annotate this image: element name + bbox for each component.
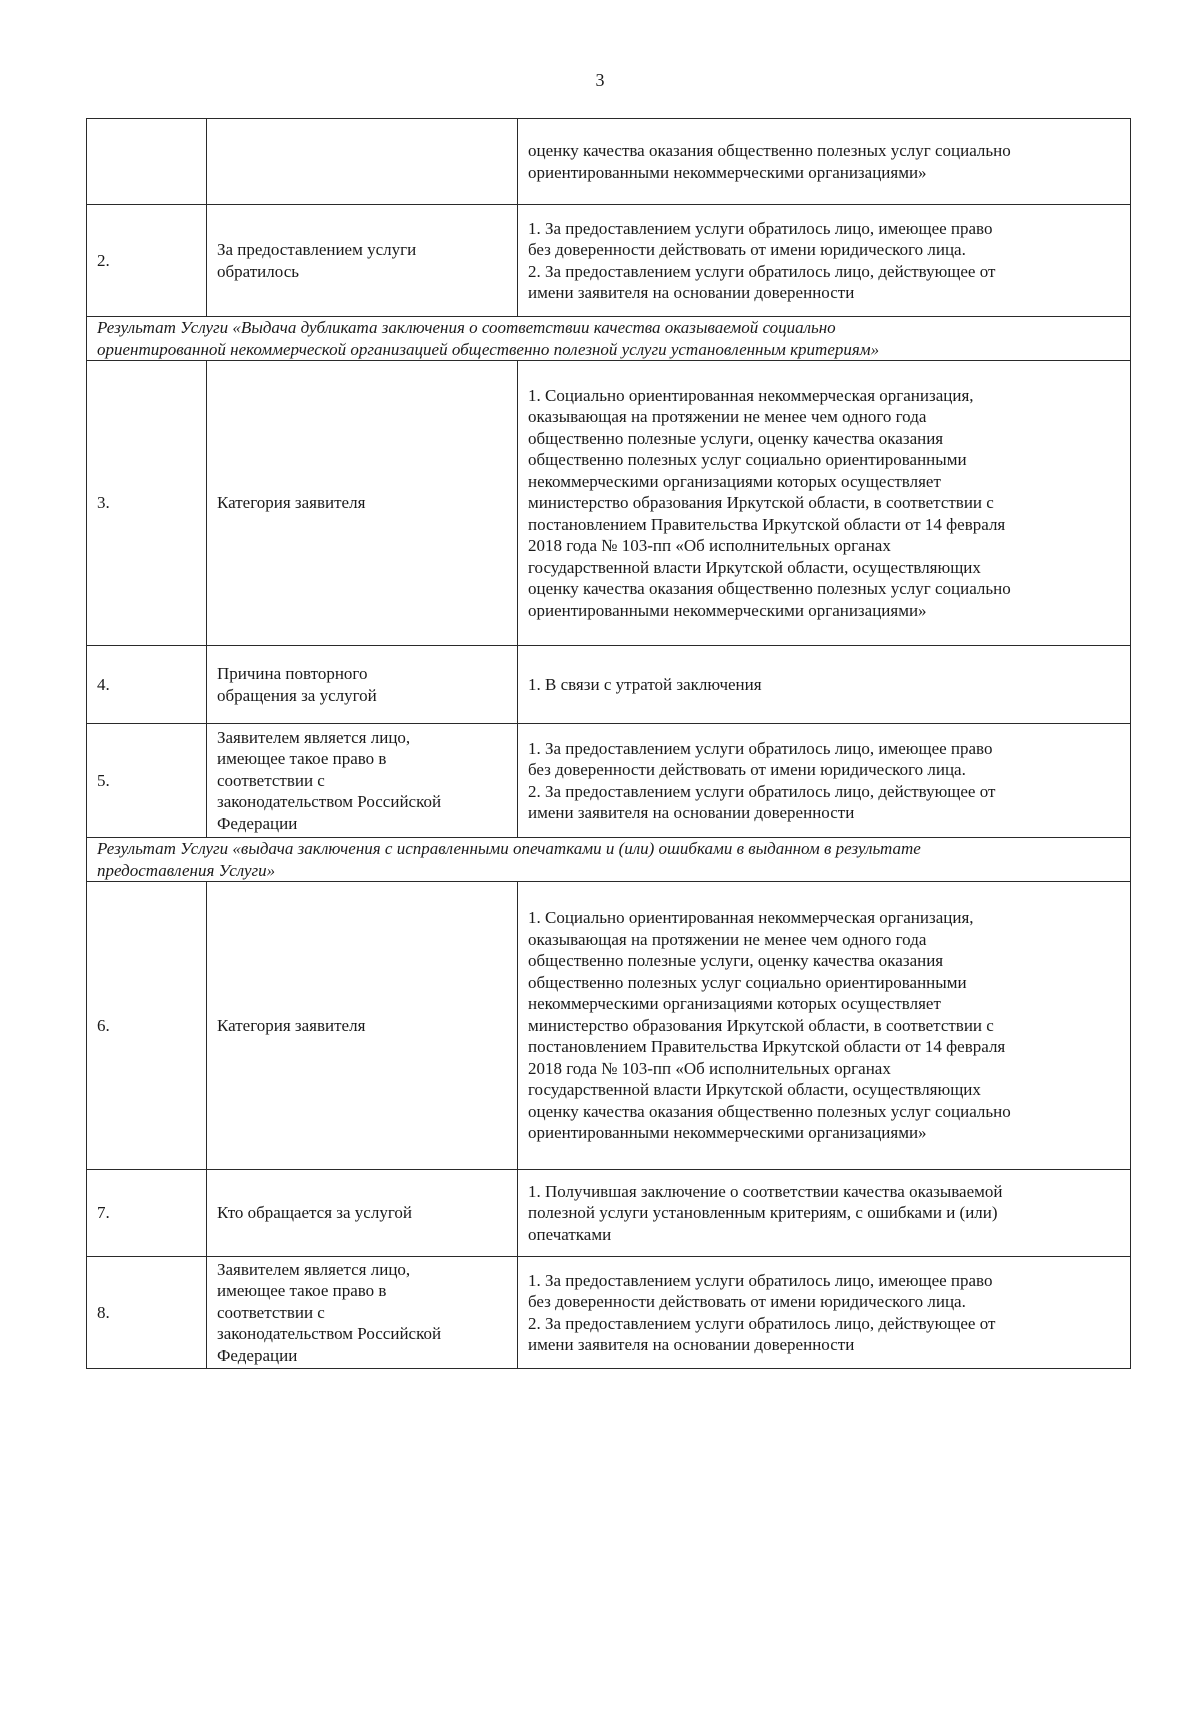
text-line: 2018 года № 103-пп «Об исполнительных органах	[528, 536, 891, 556]
text-line: имеющее такое право в	[217, 749, 387, 769]
text-line: законодательством Российской	[217, 792, 442, 812]
text-line: Категория заявителя	[217, 1015, 366, 1035]
text-line: Заявителем является лицо,	[217, 1259, 411, 1279]
text-line: законодательством Российской	[217, 1324, 442, 1344]
row-number: 6.	[87, 882, 207, 1170]
text-line: ориентированными некоммерческими организациями»	[528, 600, 927, 620]
row-label	[207, 1170, 518, 1257]
text-line: без доверенности действовать от имени юридического лица.	[528, 760, 966, 779]
row-content	[518, 1170, 1131, 1257]
text-line: имени заявителя на основании доверенности	[528, 283, 855, 302]
row-label	[207, 646, 518, 724]
text-line: соответствии с	[217, 770, 325, 790]
text-line: министерство образования Иркутской области, в соответствии с	[528, 493, 994, 513]
table-row	[87, 361, 1131, 646]
row-content	[518, 646, 1131, 724]
text-line: обратилось	[217, 261, 299, 281]
row-content	[518, 205, 1131, 317]
text-line: государственной власти Иркутской области, осуществляющих	[528, 1080, 981, 1100]
text-line: 1. Получившая заключение о соответствии качества оказываемой	[528, 1181, 1003, 1201]
text-line: ориентированными некоммерческими организациями»	[528, 162, 927, 182]
row-content	[518, 1257, 1131, 1369]
row-content	[518, 361, 1131, 646]
text-line: 1. За предоставлением услуги обратилось лицо, имеющее право	[528, 738, 993, 758]
text-line: 1. Социально ориентированная некоммерческая организация,	[528, 908, 974, 928]
text-line: 1. За предоставлением услуги обратилось лицо, имеющее право	[528, 218, 993, 238]
section-header-row	[87, 317, 1131, 361]
text-line: ориентированными некоммерческими организациями»	[528, 1123, 927, 1143]
text-line: Заявителем является лицо,	[217, 727, 411, 747]
text-line: министерство образования Иркутской области, в соответствии с	[528, 1015, 994, 1035]
section-title	[87, 317, 1131, 361]
row-number: 4.	[87, 646, 207, 724]
text-line: имени заявителя на основании доверенности	[528, 803, 855, 822]
text-line: Результат Услуги «Выдача дубликата заключения о соответствии качества оказываемой социально	[97, 318, 836, 337]
section-title	[87, 838, 1131, 882]
row-content	[518, 119, 1131, 205]
text-line: без доверенности действовать от имени юридического лица.	[528, 240, 966, 259]
row-label	[207, 361, 518, 646]
row-number: 3.	[87, 361, 207, 646]
table-row	[87, 205, 1131, 317]
service-table	[86, 118, 1131, 1369]
row-content	[518, 724, 1131, 838]
table-row	[87, 119, 1131, 205]
text-line: Кто обращается за услугой	[217, 1203, 412, 1223]
row-number: 2.	[87, 205, 207, 317]
text-line: 1. В связи с утратой заключения	[528, 674, 762, 694]
text-line: 1. Социально ориентированная некоммерческая организация,	[528, 385, 974, 405]
text-line: 1. За предоставлением услуги обратилось лицо, имеющее право	[528, 1270, 993, 1290]
text-line: полезной услуги установленным критериям, с ошибками и (или)	[528, 1203, 998, 1223]
page-number: 3	[595, 70, 605, 90]
text-line: За предоставлением услуги	[217, 240, 417, 259]
row-label	[207, 724, 518, 838]
text-line: Категория заявителя	[217, 493, 366, 513]
row-number	[87, 119, 207, 205]
text-line: оказывающая на протяжении не менее чем одного года	[528, 407, 927, 427]
text-line: имени заявителя на основании доверенности	[528, 1335, 855, 1354]
text-line: 2. За предоставлением услуги обратилось лицо, действующее от	[528, 1313, 996, 1333]
text-line: постановлением Правительства Иркутской области от 14 февраля	[528, 514, 1006, 534]
text-line: опечатками	[528, 1224, 612, 1244]
text-line: общественно полезные услуги, оценку качества оказания	[528, 951, 944, 971]
table-row	[87, 882, 1131, 1170]
text-line: некоммерческими организациями которых осуществляет	[528, 471, 941, 491]
text-line: общественно полезных услуг социально ориентированными	[528, 450, 967, 470]
row-number: 7.	[87, 1170, 207, 1257]
text-line: без доверенности действовать от имени юридического лица.	[528, 1292, 966, 1311]
row-label	[207, 1257, 518, 1369]
text-line: оценку качества оказания общественно полезных услуг социально	[528, 141, 1011, 160]
text-line: 2. За предоставлением услуги обратилось лицо, действующее от	[528, 261, 996, 281]
text-line: 2. За предоставлением услуги обратилось лицо, действующее от	[528, 781, 996, 801]
text-line: постановлением Правительства Иркутской области от 14 февраля	[528, 1037, 1006, 1057]
text-line: оказывающая на протяжении не менее чем одного года	[528, 929, 927, 949]
row-number: 8.	[87, 1257, 207, 1369]
text-line: Федерации	[217, 1345, 298, 1365]
section-header-row	[87, 838, 1131, 882]
row-content	[518, 882, 1131, 1170]
table-row	[87, 724, 1131, 838]
text-line: некоммерческими организациями которых осуществляет	[528, 994, 941, 1014]
row-label	[207, 119, 518, 205]
text-line: ориентированной некоммерческой организацией общественно полезной услуги установленным критериям»	[97, 339, 880, 359]
text-line: обращения за услугой	[217, 685, 377, 705]
table-row	[87, 646, 1131, 724]
text-line: оценку качества оказания общественно полезных услуг социально	[528, 579, 1011, 599]
table-row	[87, 1170, 1131, 1257]
text-line: Причина повторного	[217, 664, 368, 683]
text-line: соответствии с	[217, 1302, 325, 1322]
text-line: государственной власти Иркутской области, осуществляющих	[528, 557, 981, 577]
text-line: Федерации	[217, 813, 298, 833]
row-label	[207, 882, 518, 1170]
text-line: общественно полезных услуг социально ориентированными	[528, 972, 967, 992]
row-number: 5.	[87, 724, 207, 838]
text-line: предоставления Услуги»	[97, 860, 276, 880]
text-line: общественно полезные услуги, оценку качества оказания	[528, 428, 944, 448]
text-line: имеющее такое право в	[217, 1281, 387, 1301]
table-row	[87, 1257, 1131, 1369]
text-line: оценку качества оказания общественно полезных услуг социально	[528, 1101, 1011, 1121]
text-line: 2018 года № 103-пп «Об исполнительных органах	[528, 1058, 891, 1078]
row-label	[207, 205, 518, 317]
text-line: Результат Услуги «выдача заключения с исправленными опечатками и (или) ошибками в выданном в результате	[97, 839, 921, 858]
